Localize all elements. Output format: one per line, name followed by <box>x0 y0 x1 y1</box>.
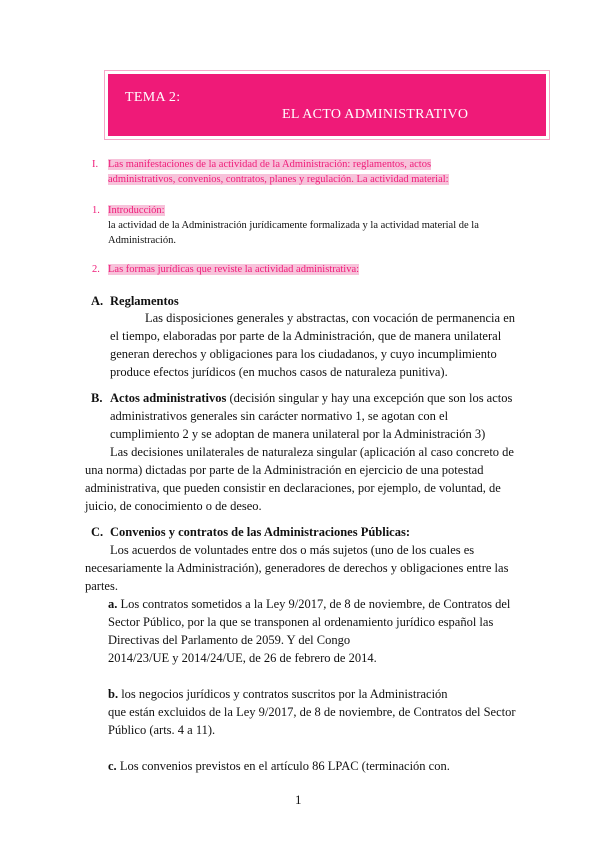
b-text-line4: Las decisiones unilaterales de naturaleza singular (aplicación al caso concreto de <box>110 445 514 459</box>
c-item-b-line2: que están excluidos de la Ley 9/2017, de 8 de noviembre, de Contratos del Sector <box>108 705 516 719</box>
c-item-b-line3: Público (arts. 4 a 11). <box>108 723 216 737</box>
section-i-heading-line1: Las manifestaciones de la actividad de la Administración: reglamentos, actos <box>108 159 432 170</box>
b-text-line2: administrativos generales sin carácter normativo 1, se agotan con el <box>110 409 449 423</box>
b-text-line5: una norma) dictadas por parte de la Administración en ejercicio de una potestad <box>85 463 484 477</box>
section-i-heading-line2: administrativos, convenios, contratos, planes y regulación. La actividad material: <box>108 174 449 185</box>
c-item-a-line3: Directivas del Parlamento de 2059. Y del Congo <box>108 633 351 647</box>
a-text-line2: el tiempo, elaboradas por parte de la Administración, que de manera unilateral <box>110 329 502 343</box>
page-number: 1 <box>295 792 302 807</box>
c-text-line1: Los acuerdos de voluntades entre dos o más sujetos (uno de los cuales es <box>110 543 475 557</box>
b-letter: B. <box>91 391 103 405</box>
c-item-a-line2: Sector Público, por la que se transponen al ordenamiento jurídico español las <box>108 615 494 629</box>
a-text-line4: produce efectos jurídicos (en muchos casos de naturaleza punitiva). <box>110 365 448 379</box>
section-i-number: I. <box>92 159 99 170</box>
b-text-line3: cumplimiento 2 y se adoptan de manera unilateral por la Administración 3) <box>110 427 486 441</box>
sub2-title: Las formas jurídicas que reviste la actividad administrativa: <box>108 264 360 275</box>
b-text-line6: administrativa, que pueden consistir en declaraciones, por ejemplo, de voluntad, de <box>85 481 501 495</box>
c-item-a-line4: 2014/23/UE y 2014/24/UE, de 26 de febrero de 2014. <box>108 651 377 665</box>
sub1-number: 1. <box>92 205 100 216</box>
chapter-title: EL ACTO ADMINISTRATIVO <box>282 107 469 122</box>
c-item-a-line1: a. Los contratos sometidos a la Ley 9/2017, de 8 de noviembre, de Contratos del <box>108 597 511 611</box>
c-title: Convenios y contratos de las Administraciones Públicas: <box>110 525 411 539</box>
chapter-label: TEMA 2: <box>125 90 181 105</box>
b-heading: Actos administrativos (decisión singular y hay una excepción que son los actos <box>110 391 513 405</box>
a-letter: A. <box>91 294 104 308</box>
sub2-number: 2. <box>92 264 100 275</box>
c-letter: C. <box>91 525 104 539</box>
c-text-line3: partes. <box>85 579 118 593</box>
c-item-c-line1: c. Los convenios previstos en el artículo 86 LPAC (terminación con. <box>108 759 450 773</box>
a-text-line1: Las disposiciones generales y abstractas, con vocación de permanencia en <box>145 311 515 325</box>
sub1-title: Introducción: <box>108 205 165 216</box>
a-text-line3: generan derechos y obligaciones para los ciudadanos, y cuyo incumplimiento <box>110 347 497 361</box>
sub1-text-line2: Administración. <box>108 235 176 246</box>
b-text-line7: juicio, de conocimiento o de deseo. <box>85 499 262 513</box>
c-item-b-line1: b. los negocios jurídicos y contratos suscritos por la Administración <box>108 687 448 701</box>
c-text-line2: necesariamente la Administración), generadores de derechos y obligaciones entre las <box>85 561 509 575</box>
chapter-banner <box>108 74 546 136</box>
a-title: Reglamentos <box>110 294 179 308</box>
sub1-text-line1: la actividad de la Administración jurídicamente formalizada y la actividad material de la <box>108 220 479 231</box>
